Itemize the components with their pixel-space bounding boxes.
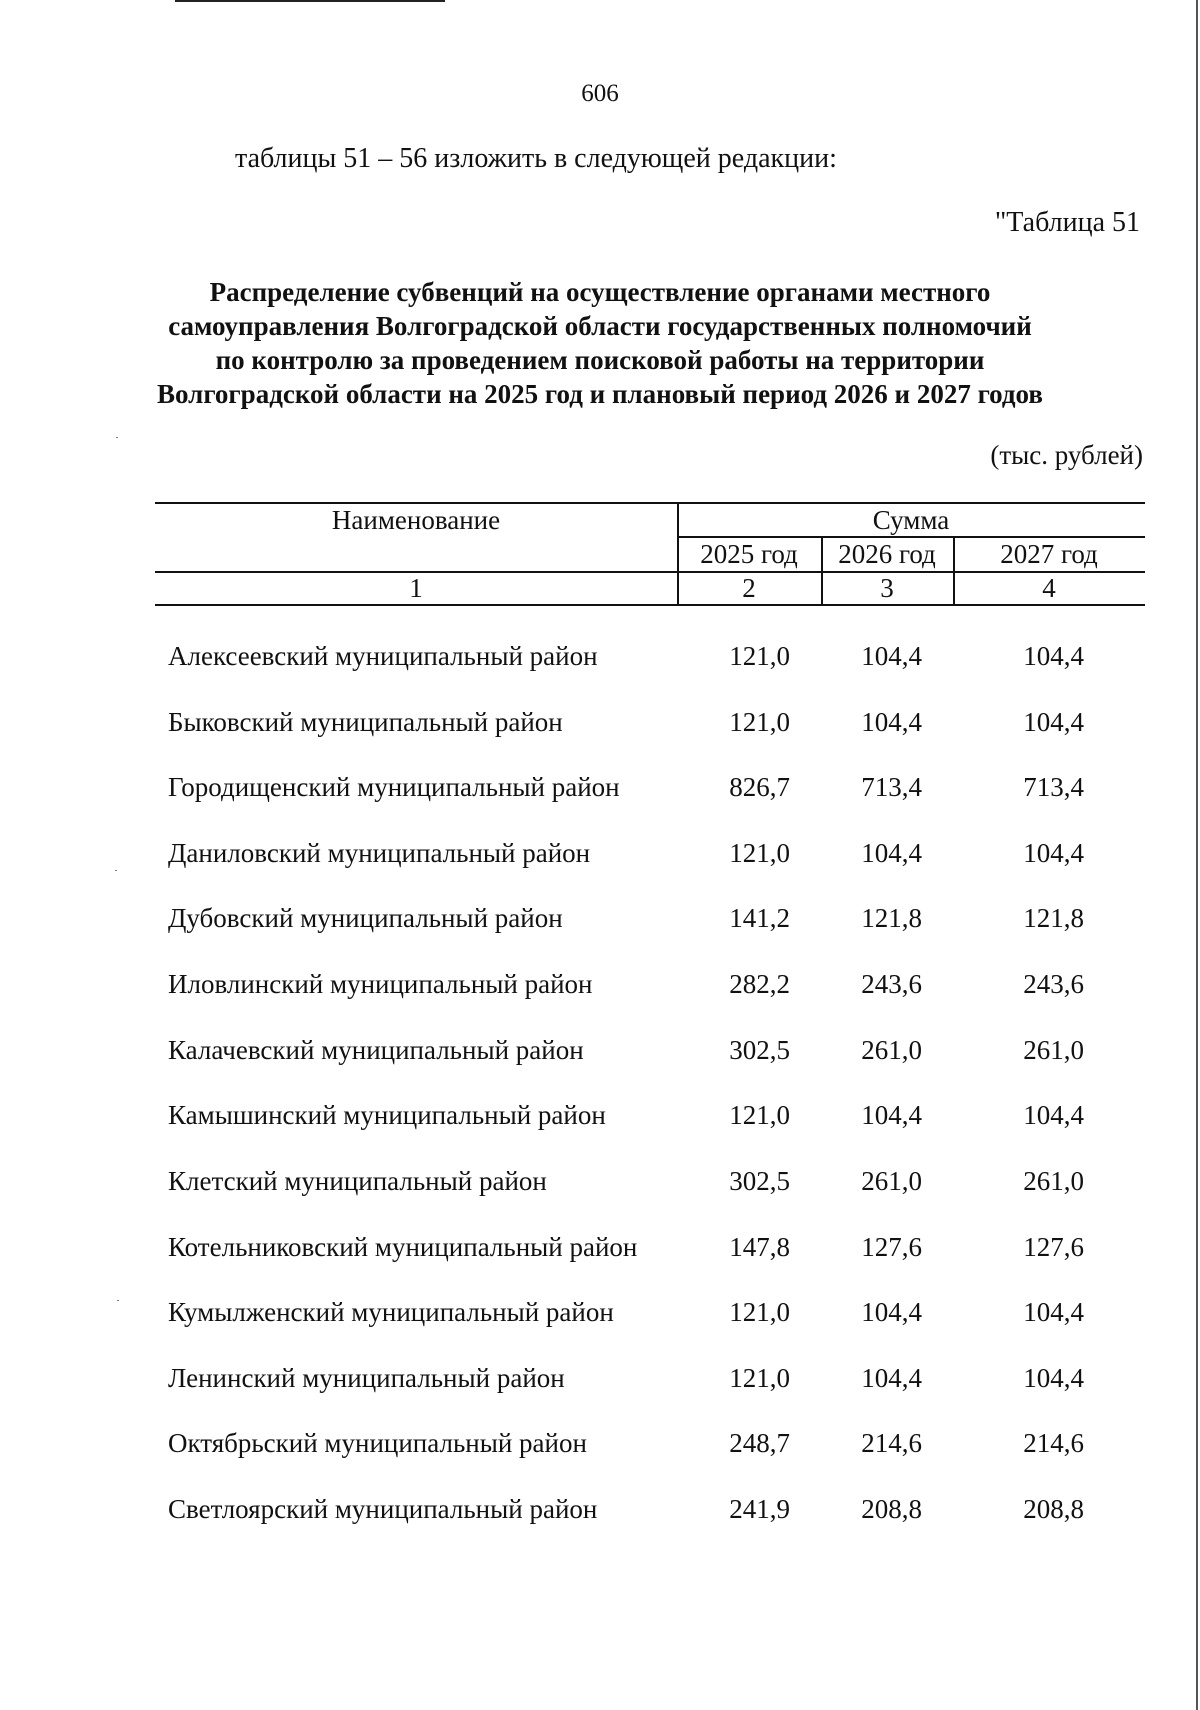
row-value-2025: 121,0 [729,1363,790,1393]
row-value-2026: 208,8 [861,1494,922,1524]
row-name: Иловлинский муниципальный район [168,969,593,999]
row-value-2025: 121,0 [729,1100,790,1130]
row-value-2027: 104,4 [1023,641,1084,671]
row-value-2026: 104,4 [861,641,922,671]
title-line: Распределение субвенций на осуществление органами местного [209,277,991,307]
row-value-2027: 261,0 [1023,1035,1084,1065]
row-value-2027: 104,4 [1023,1363,1084,1393]
row-name: Клетский муниципальный район [168,1166,547,1196]
row-value-2027: 261,0 [1023,1166,1084,1196]
title-line: самоуправления Волгоградской области государственных полномочий [168,311,1032,341]
title-line: по контролю за проведением поисковой работы на территории [215,345,985,375]
header-rule [155,604,1145,606]
row-name: Светлоярский муниципальный район [168,1494,598,1524]
table-row [0,772,1200,812]
row-value-2025: 241,9 [729,1494,790,1524]
row-value-2025: 248,7 [729,1428,790,1458]
table-row [0,1232,1200,1272]
row-value-2027: 121,8 [1023,903,1084,933]
document-title [100,275,1100,411]
row-value-2025: 147,8 [729,1232,790,1262]
row-name: Дубовский муниципальный район [168,903,563,933]
row-value-2026: 121,8 [861,903,922,933]
table-caption: "Таблица 51 [994,207,1140,238]
table-row [0,1363,1200,1403]
row-value-2026: 104,4 [861,1363,922,1393]
header-col-number: 3 [880,573,894,603]
row-value-2025: 121,0 [729,1297,790,1327]
scan-speck [116,437,118,438]
row-value-2027: 104,4 [1023,1100,1084,1130]
row-value-2025: 121,0 [729,838,790,868]
table-row [0,1428,1200,1468]
table-row [0,1100,1200,1140]
row-value-2026: 104,4 [861,1100,922,1130]
row-name: Быковский муниципальный район [168,707,563,737]
row-name: Даниловский муниципальный район [168,838,591,868]
table-row [0,1494,1200,1534]
row-value-2026: 104,4 [861,838,922,868]
row-value-2026: 261,0 [861,1035,922,1065]
row-value-2027: 713,4 [1023,772,1084,802]
page-number: 606 [581,80,619,107]
header-col-number: 2 [742,573,756,603]
row-name: Ленинский муниципальный район [168,1363,565,1393]
header-year-2025: 2025 год [700,539,798,569]
row-value-2026: 243,6 [861,969,922,999]
row-value-2027: 104,4 [1023,1297,1084,1327]
row-name: Алексеевский муниципальный район [168,641,598,671]
row-value-2026: 214,6 [861,1428,922,1458]
row-name: Камышинский муниципальный район [168,1100,606,1130]
header-rule [155,502,1145,504]
header-year-2026: 2026 год [838,539,936,569]
row-value-2026: 261,0 [861,1166,922,1196]
row-value-2027: 104,4 [1023,707,1084,737]
row-value-2025: 826,7 [729,772,790,802]
title-line: Волгоградской области на 2025 год и плановый период 2026 и 2027 годов [157,379,1043,409]
row-name: Кумылженский муниципальный район [168,1297,614,1327]
table-row [0,1297,1200,1337]
intro-text: таблицы 51 – 56 изложить в следующей редакции: [235,143,837,174]
row-value-2026: 104,4 [861,1297,922,1327]
row-name: Городищенский муниципальный район [168,772,620,802]
table-row [0,969,1200,1009]
row-value-2025: 302,5 [729,1035,790,1065]
row-value-2026: 127,6 [861,1232,922,1262]
header-name: Наименование [331,505,501,535]
header-rule [677,536,1145,538]
row-value-2025: 302,5 [729,1166,790,1196]
row-value-2025: 121,0 [729,707,790,737]
table-row [0,1166,1200,1206]
row-name: Калачевский муниципальный район [168,1035,584,1065]
row-value-2027: 127,6 [1023,1232,1084,1262]
row-value-2027: 208,8 [1023,1494,1084,1524]
row-value-2026: 104,4 [861,707,922,737]
row-name: Котельниковский муниципальный район [168,1232,638,1262]
row-value-2025: 282,2 [729,969,790,999]
table-row [0,707,1200,747]
table-row [0,1035,1200,1075]
header-col-number: 4 [1042,573,1056,603]
row-value-2027: 104,4 [1023,838,1084,868]
row-value-2025: 141,2 [729,903,790,933]
header-sum: Сумма [872,505,950,535]
row-value-2027: 214,6 [1023,1428,1084,1458]
row-value-2027: 243,6 [1023,969,1084,999]
units-label: (тыс. рублей) [990,440,1143,470]
table-row [0,838,1200,878]
table-row [0,903,1200,943]
row-name: Октябрьский муниципальный район [168,1428,587,1458]
table-row [0,641,1200,681]
row-value-2025: 121,0 [729,641,790,671]
scan-edge-mark [175,0,445,2]
header-year-2027: 2027 год [1000,539,1098,569]
header-col-number: 1 [409,573,423,603]
row-value-2026: 713,4 [861,772,922,802]
